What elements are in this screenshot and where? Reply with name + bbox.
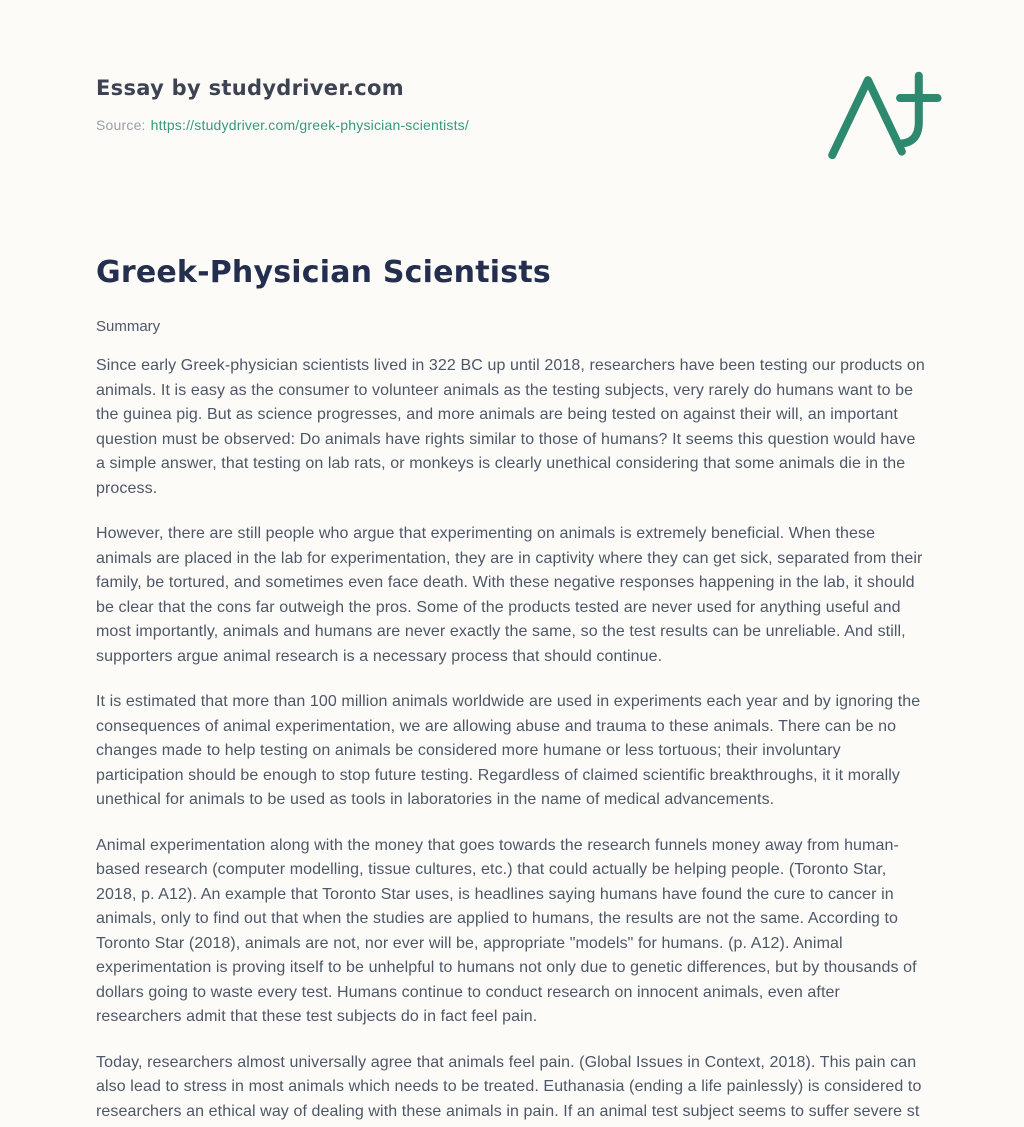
- paragraph-3: It is estimated that more than 100 million animals worldwide are used in experiments each year and by ignoring the consequences of animal experimentation, we are allowing abuse and trauma to these animals. There can be no changes made to help testing on animals be considered more humane or less tortuous; their involuntary participation should be enough to stop future testing. Regardless of claimed scientific breakthroughs, it it morally unethical for animals to be used as tools in laboratories in the name of medical advancements.: [96, 693, 921, 808]
- essay-body: [96, 354, 926, 1124]
- source-label: Source:: [96, 117, 146, 133]
- paragraph-1: Since early Greek-physician scientists lived in 322 BC up until 2018, researchers have been testing our products on animals. It is easy as the consumer to volunteer animals as the testing subjects, very rarely do humans want to be the guinea pig. But as science progresses, and more animals are being tested on against their will, an important question must be observed: Do animals have rights similar to those of humans? It seems this question would have a simple answer, that testing on lab rats, or monkeys is clearly unethical considering that some animals die in the process.: [96, 357, 925, 497]
- paragraph-4: Animal experimentation along with the money that goes towards the research funnels money away from human-based research (computer modelling, tissue cultures, etc.) that could actually be helping people. (Toronto Star, 2018, p. A12). An example that Toronto Star uses, is headlines saying humans have found the cure to cancer in animals, only to find out that when the studies are applied to humans, the results are not the same. According to Toronto Star (2018), animals are not, nor ever will be, appropriate "models" for humans. (p. A12). Animal experimentation is proving itself to be unhelpful to humans not only due to genetic differences, but by thousands of dollars going to waste every test. Humans continue to conduct research on innocent animals, even after researchers admit that these test subjects do in fact feel pain.: [96, 836, 917, 1025]
- paragraph-5: Today, researchers almost universally agree that animals feel pain. (Global Issues in Context, 2018). This pain can also lead to stress in most animals which needs to be treated. Euthanasia (ending a life painlessly) is considered to researchers an ethical way of dealing with these animals in pain. If an animal test subject seems to suffer severe st: [96, 1053, 922, 1120]
- source-url-link[interactable]: https://studydriver.com/greek-physician-scientists/: [150, 117, 469, 133]
- summary-label: Summary: [96, 318, 161, 335]
- header: [96, 0, 926, 133]
- page-title: Greek-Physician Scientists: [96, 255, 551, 290]
- brand-title: Essay by studydriver.com: [96, 76, 404, 100]
- source-line: [96, 117, 926, 133]
- paragraph-2: However, there are still people who argue that experimenting on animals is extremely beneficial. When these animals are placed in the lab for experimentation, they are in captivity where they can get sick, separated from their family, be tortured, and sometimes even face death. With these negative responses happening in the lab, it should be clear that the cons far outweigh the pros. Some of the products tested are never used for anything useful and most importantly, animals and humans are never exactly the same, so the test results can be unreliable. And still, supporters argue animal research is a necessary process that should continue.: [96, 525, 923, 665]
- studydriver-a-plus-logo-icon: [826, 68, 942, 162]
- article: [96, 133, 926, 1124]
